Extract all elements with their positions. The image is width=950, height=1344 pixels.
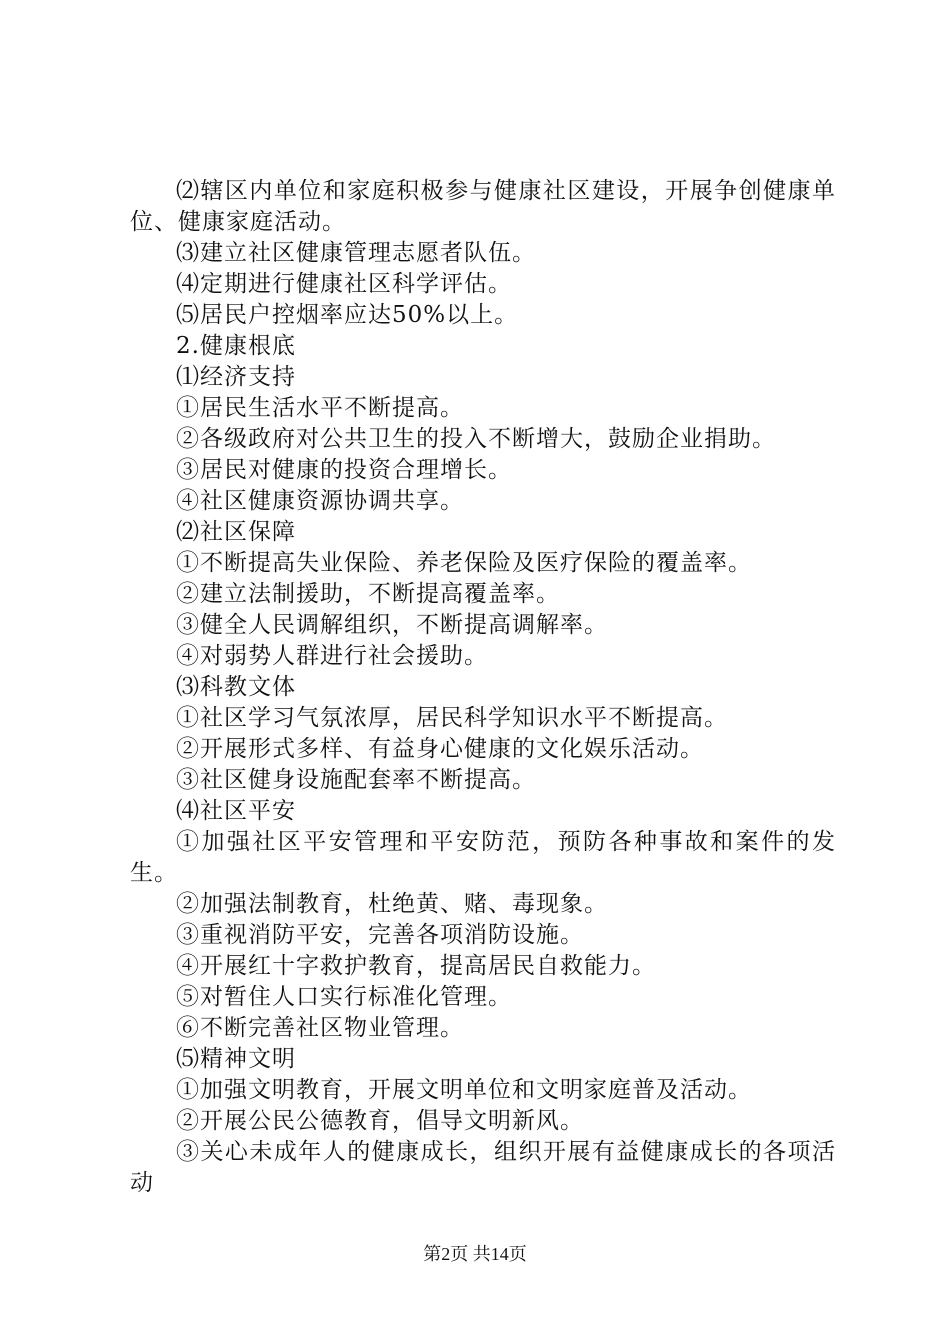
paragraph: ③居民对健康的投资合理增长。 — [176, 457, 512, 483]
subsection-heading: ⑶科教文体 — [176, 674, 296, 700]
subsection-heading: ⑵社区保障 — [176, 519, 296, 545]
paragraph: ①加强文明教育，开展文明单位和文明家庭普及活动。 — [176, 1077, 752, 1103]
paragraph: ②加强法制教育，杜绝黄、赌、毒现象。 — [176, 891, 608, 917]
page-number-footer: 第2页 共14页 — [423, 1244, 527, 1264]
paragraph: ⑸居民户控烟率应达50%以上。 — [176, 302, 519, 328]
paragraph: ①加强社区平安管理和平安防范，预防各种事故和案件的发生。 — [130, 829, 836, 886]
paragraph: ①不断提高失业保险、养老保险及医疗保险的覆盖率。 — [176, 550, 752, 576]
paragraph: ⑶建立社区健康管理志愿者队伍。 — [176, 240, 536, 266]
paragraph: ⑥不断完善社区物业管理。 — [176, 1015, 464, 1041]
paragraph: ②建立法制援助，不断提高覆盖率。 — [176, 581, 560, 607]
paragraph: ④开展红十字救护教育，提高居民自救能力。 — [176, 953, 656, 979]
paragraph: ⑤对暂住人口实行标准化管理。 — [176, 984, 512, 1010]
subsection-heading: ⑷社区平安 — [176, 798, 296, 824]
subsection-heading: ⑸精神文明 — [176, 1046, 296, 1072]
paragraph: ③社区健身设施配套率不断提高。 — [176, 767, 536, 793]
paragraph: ④社区健康资源协调共享。 — [176, 488, 464, 514]
paragraph: ④对弱势人群进行社会援助。 — [176, 643, 488, 669]
section-heading: 2.健康根底 — [176, 333, 296, 359]
paragraph: ②各级政府对公共卫生的投入不断增大，鼓励企业捐助。 — [176, 426, 776, 452]
document-body — [130, 176, 836, 1199]
paragraph: ⑵辖区内单位和家庭积极参与健康社区建设，开展争创健康单位、健康家庭活动。 — [130, 178, 836, 235]
paragraph: ⑷定期进行健康社区科学评估。 — [176, 271, 512, 297]
paragraph: ①居民生活水平不断提高。 — [176, 395, 464, 421]
paragraph: ②开展公民公德教育，倡导文明新风。 — [176, 1108, 584, 1134]
paragraph: ③关心未成年人的健康成长，组织开展有益健康成长的各项活动 — [130, 1139, 836, 1196]
paragraph: ③健全人民调解组织，不断提高调解率。 — [176, 612, 608, 638]
subsection-heading: ⑴经济支持 — [176, 364, 296, 390]
paragraph: ②开展形式多样、有益身心健康的文化娱乐活动。 — [176, 736, 704, 762]
paragraph: ③重视消防平安，完善各项消防设施。 — [176, 922, 584, 948]
paragraph: ①社区学习气氛浓厚，居民科学知识水平不断提高。 — [176, 705, 728, 731]
